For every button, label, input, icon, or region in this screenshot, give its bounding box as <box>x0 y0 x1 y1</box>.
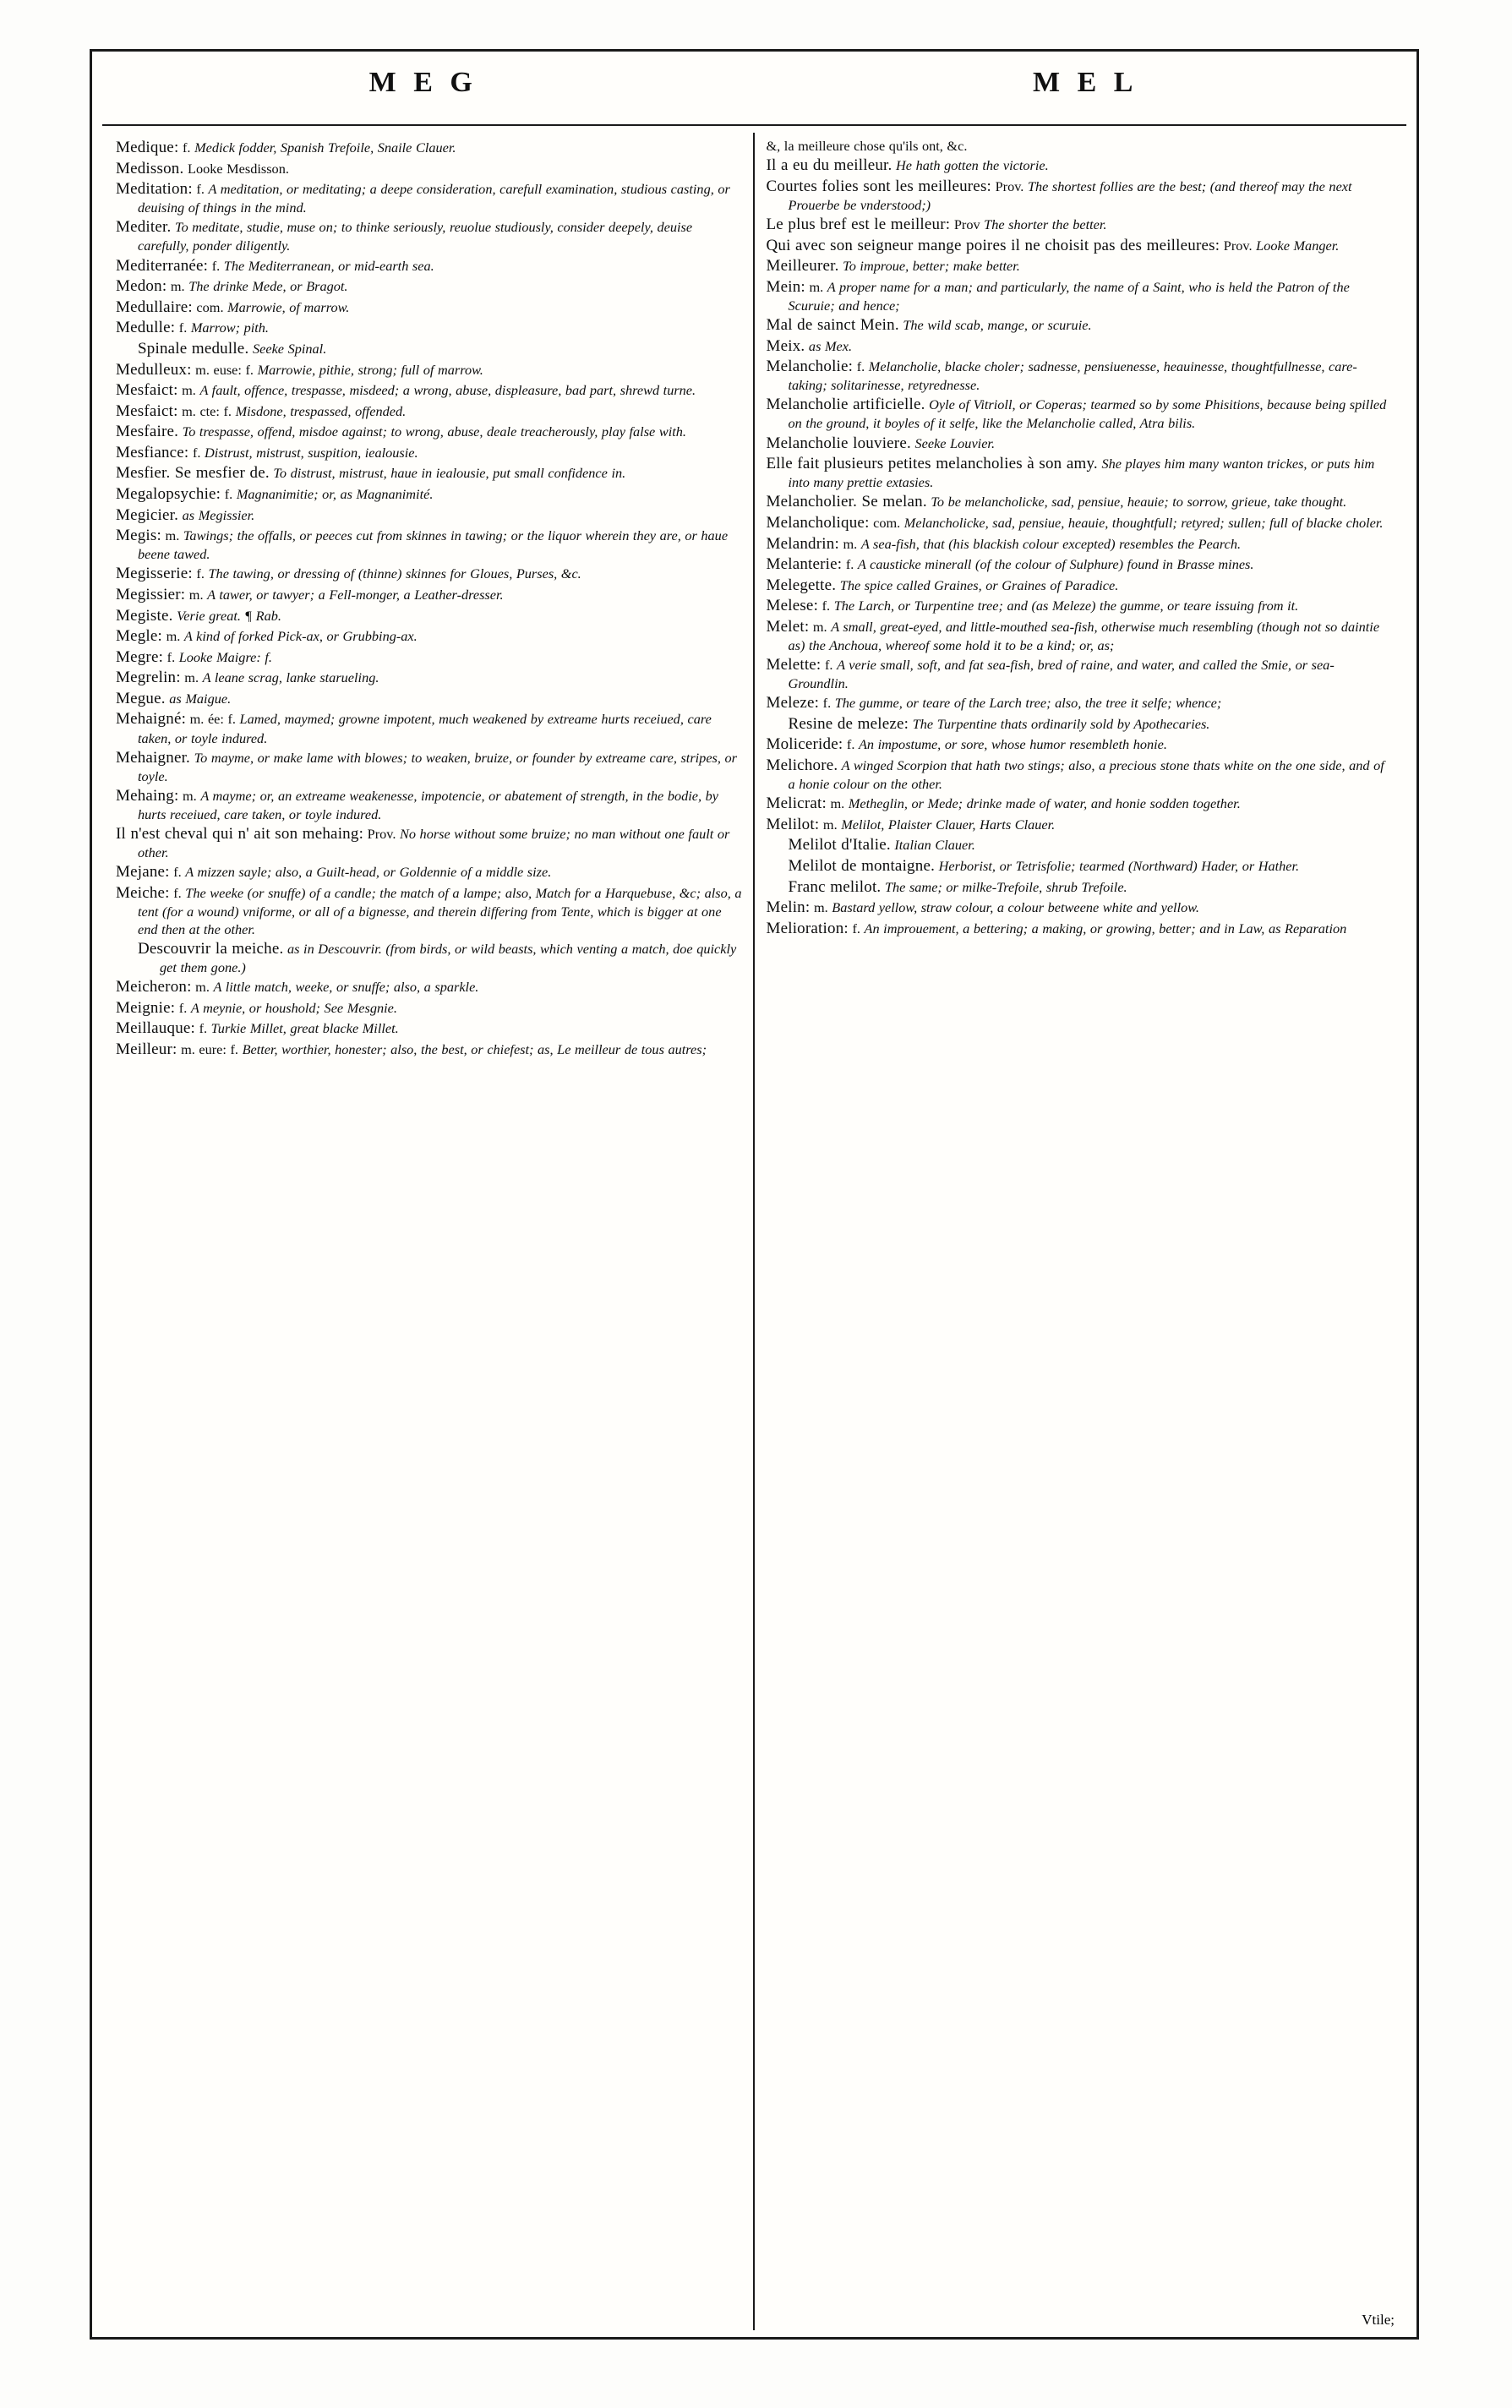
entry-grammar: f. <box>821 657 838 674</box>
entry-grammar: m. <box>819 816 842 833</box>
entry-headword: Mesfaict: <box>116 401 178 420</box>
dictionary-entry <box>116 422 743 442</box>
entry-definition: Medick fodder, Spanish Trefoile, Snaile Clauer. <box>194 139 456 156</box>
entry-grammar: f. <box>175 319 191 336</box>
dictionary-entry <box>767 815 1395 835</box>
dictionary-entry <box>767 794 1395 814</box>
dictionary-entry <box>767 215 1395 235</box>
entry-headword: Mehaigner. <box>116 748 191 767</box>
entry-headword: Melegette. <box>766 576 837 594</box>
dictionary-entry <box>116 977 743 997</box>
entry-grammar: f. <box>818 598 834 614</box>
entry-definition: The shorter the better. <box>984 216 1107 232</box>
entry-headword: Mein: <box>766 277 805 296</box>
entry-grammar: m. eure: f. <box>177 1040 243 1057</box>
dictionary-entry <box>767 357 1395 395</box>
entry-grammar: Prov. <box>1220 237 1257 254</box>
entry-headword: Meicheron: <box>116 978 192 997</box>
entry-definition: as in Descouvrir. (from birds, or wild beasts, which venting a match, doe quickly get them gone.) <box>160 940 737 975</box>
entry-definition: Marrowie, of marrow. <box>227 298 350 315</box>
dictionary-entry <box>767 576 1395 596</box>
entry-headword: Megis: <box>116 527 161 545</box>
entry-grammar: m. <box>185 586 208 603</box>
entry-headword: Melancholier. Se melan. <box>766 493 927 511</box>
dictionary-entry <box>116 1018 743 1039</box>
dictionary-entry <box>767 534 1395 554</box>
dictionary-entry <box>116 484 743 505</box>
dictionary-entry <box>116 298 743 318</box>
dictionary-entry <box>116 443 743 463</box>
entry-grammar: f. <box>169 884 186 901</box>
entry-headword: Megicier. <box>116 505 179 524</box>
dictionary-entry <box>116 564 743 584</box>
entry-grammar: m. ée: f. <box>186 711 240 728</box>
dictionary-entry <box>767 596 1395 616</box>
entry-headword: Descouvrir la meiche. <box>138 939 284 958</box>
entry-definition: Misdone, trespassed, offended. <box>235 402 407 419</box>
entry-headword: Medon: <box>116 277 167 296</box>
dictionary-entry <box>767 336 1395 357</box>
entry-headword: Mehaing: <box>116 786 179 805</box>
entry-grammar: f. <box>843 736 859 753</box>
entry-grammar: f. <box>163 648 179 665</box>
entry-headword: Meleze: <box>766 694 820 713</box>
entry-headword: Medulleux: <box>116 360 192 379</box>
entry-headword: Melancholie louviere. <box>766 434 911 452</box>
entry-definition: To meditate, studie, muse on; to thinke seriously, reuolue studiously, consider deepely, deuise carefully, ponder diligently. <box>138 219 693 254</box>
entry-headword: Resine de meleze: <box>788 714 909 733</box>
entry-grammar: f. <box>848 920 865 936</box>
entry-grammar: Prov. <box>991 177 1028 194</box>
entry-grammar: Prov <box>950 216 985 232</box>
entry-headword: Megrelin: <box>116 669 181 687</box>
entry-headword: Megisserie: <box>116 565 193 583</box>
dictionary-entry <box>116 463 743 483</box>
dictionary-entry <box>116 939 743 977</box>
entry-grammar: m. <box>809 618 832 635</box>
entry-headword: Meiche: <box>116 883 170 902</box>
entry-headword: Medulle: <box>116 319 176 337</box>
entry-headword: Moliceride: <box>766 735 843 754</box>
dictionary-entry <box>116 998 743 1018</box>
entry-headword: Melanterie: <box>766 555 843 574</box>
dictionary-entry <box>116 689 743 709</box>
entry-headword: Melancholique: <box>766 513 870 532</box>
entry-definition: The tawing, or dressing of (thinne) skinnes for Gloues, Purses, &c. <box>208 565 581 582</box>
entry-headword: Melancholie: <box>766 358 854 376</box>
header-rule <box>102 124 1406 126</box>
entry-definition: Italian Clauer. <box>890 837 975 854</box>
entry-headword: Mediterranée: <box>116 256 209 275</box>
entry-definition: Melancholicke, sad, pensiue, heauie, thoughtfull; retyred; sullen; full of blacke choler. <box>903 514 1384 531</box>
dictionary-entry <box>767 156 1395 176</box>
entry-definition: A leane scrag, lanke starueling. <box>202 669 379 686</box>
entry-definition: Verie great. ¶ Rab. <box>172 607 281 624</box>
dictionary-entry <box>116 709 743 747</box>
entry-definition: A winged Scorpion that hath two stings; also, a precious stone thats white on the one side, and of a honie colour on the other. <box>788 757 1384 793</box>
entry-headword: Franc melilot. <box>788 877 882 896</box>
dictionary-entry <box>767 434 1395 454</box>
left-text-column <box>104 133 755 2330</box>
entry-definition: Metheglin, or Mede; drinke made of water, and honie sodden together. <box>848 795 1241 812</box>
dictionary-entry <box>767 454 1395 492</box>
dictionary-entry <box>116 883 743 938</box>
entry-headword: Megiste. <box>116 606 173 625</box>
entry-definition: Magnanimitie; or, as Magnanimité. <box>236 485 434 502</box>
entry-grammar: m. <box>810 899 832 916</box>
entry-definition: A proper name for a man; and particularly, the name of a Saint, who is held the Patron of the Scuruie; and hence; <box>788 278 1350 314</box>
entry-grammar: m. <box>177 382 200 399</box>
entry-definition: Looke Maigre: f. <box>178 648 272 665</box>
entry-definition: The weeke (or snuffe) of a candle; the match of a lampe; also, Match for a Harquebuse, &c; also, a tent (for a wound) vniforme, or all of a bignesse, and therein differing from Tente, which is bigger at one end then at the other. <box>138 884 742 937</box>
entry-definition: The Mediterranean, or mid-earth sea. <box>223 257 434 274</box>
entry-grammar: m. <box>826 795 849 812</box>
entry-headword: Mehaigné: <box>116 710 187 729</box>
entry-headword: Melichore. <box>766 756 838 775</box>
dictionary-entry <box>767 256 1395 276</box>
entry-definition: Marrow; pith. <box>190 319 270 336</box>
entry-grammar: f. <box>853 358 869 375</box>
dictionary-entry <box>116 786 743 824</box>
entry-headword: Medisson. <box>116 159 184 177</box>
dictionary-entry <box>767 513 1395 533</box>
entry-definition: The drinke Mede, or Bragot. <box>188 278 348 295</box>
dictionary-entry <box>116 179 743 217</box>
entry-definition: A meditation, or meditating; a deepe consideration, carefull examination, studious casting, or deuising of things in the mind. <box>138 181 730 216</box>
entry-grammar: f. <box>221 485 237 502</box>
entry-definition: Seeke Louvier. <box>910 434 996 451</box>
entry-definition: A mayme; or, an extreame weakenesse, impotencie, or abatement of strength, in the bodie, by hurts receiued, care taken, or toyle indured. <box>138 787 719 822</box>
entry-definition: A small, great-eyed, and little-mouthed sea-fish, otherwise much resembling (though not so daintie as) the Anchoua, whereof some hold it to be a kind; or, as; <box>788 618 1380 653</box>
entry-grammar: m. cte: f. <box>177 402 236 419</box>
entry-headword: Meilleurer. <box>766 257 839 276</box>
dictionary-entry <box>767 835 1395 855</box>
entry-headword: Il a eu du meilleur. <box>766 156 892 175</box>
entry-grammar: f. <box>208 257 224 274</box>
dictionary-entry <box>767 395 1395 433</box>
entry-headword: Qui avec son seigneur mange poires il ne choisit pas des meilleures: <box>766 236 1220 254</box>
entry-definition: Turkie Millet, great blacke Millet. <box>210 1020 399 1037</box>
entry-definition: An impostume, or sore, whose humor resembleth honie. <box>858 736 1167 753</box>
entry-grammar: f. <box>178 139 195 156</box>
entry-definition: A mizzen sayle; also, a Guilt-head, or Goldennie of a middle size. <box>185 864 552 881</box>
entry-definition: Distrust, mistrust, suspition, iealousie. <box>205 444 418 461</box>
dictionary-entry <box>116 138 743 158</box>
dictionary-entry <box>767 714 1395 734</box>
entry-headword: Megue. <box>116 689 166 707</box>
dictionary-entry <box>767 856 1395 876</box>
entry-grammar: f. <box>188 444 205 461</box>
dictionary-entry <box>116 824 743 862</box>
entry-headword: Melilot d'Italie. <box>788 836 891 855</box>
entry-definition: Melancholie, blacke choler; sadnesse, pensiuenesse, heauinesse, thoughtfullnesse, care-taking; solitarinesse, retyrednesse. <box>788 358 1357 394</box>
dictionary-entry <box>116 401 743 422</box>
entry-headword: Melese: <box>766 597 819 615</box>
entry-headword: Mesfiance: <box>116 443 189 461</box>
entry-definition: A causticke minerall (of the colour of Sulphure) found in Brasse mines. <box>857 556 1254 573</box>
dictionary-entry <box>116 585 743 605</box>
entry-headword: Melette: <box>766 656 822 674</box>
entry-definition: To distrust, mistrust, haue in iealousie, put small confidence in. <box>269 465 626 482</box>
entry-definition: He hath gotten the victorie. <box>892 157 1049 174</box>
entry-headword: Melandrin: <box>766 534 839 553</box>
dictionary-entry <box>767 315 1395 336</box>
dictionary-entry <box>116 526 743 564</box>
entry-headword: Melet: <box>766 617 810 636</box>
dictionary-entry <box>767 898 1395 918</box>
right-text-column <box>755 133 1406 2330</box>
entry-headword: Mesfaict: <box>116 381 178 400</box>
entry-definition: The Turpentine thats ordinarily sold by Apothecaries. <box>909 715 1210 732</box>
dictionary-entry <box>767 617 1395 655</box>
catchword: Vtile; <box>1362 2312 1395 2328</box>
entry-definition: A meynie, or houshold; See Mesgnie. <box>190 999 397 1016</box>
entry-grammar: &, la meilleure chose qu'ils ont, &c. <box>766 138 968 154</box>
dictionary-entry <box>116 668 743 688</box>
entry-grammar: m. <box>166 278 189 295</box>
dictionary-entry <box>116 360 743 380</box>
entry-definition: She playes him many wanton trickes, or puts him into many prettie extasies. <box>788 456 1375 491</box>
entry-grammar: m. <box>162 628 184 645</box>
running-head-right: M E L <box>1033 67 1138 98</box>
dictionary-entry <box>767 693 1395 713</box>
entry-headword: Meix. <box>766 336 805 355</box>
entry-definition: To mayme, or make lame with blowes; to weaken, bruize, or founder by extreame care, stripes, or toyle. <box>138 749 738 784</box>
entry-definition: as Megissier. <box>178 506 255 523</box>
entry-definition: To be melancholicke, sad, pensiue, heauie; to sorrow, grieue, take thought. <box>926 494 1347 511</box>
dictionary-entry <box>767 756 1395 794</box>
dictionary-entry <box>767 919 1395 939</box>
entry-definition: as Maigue. <box>165 690 232 707</box>
entry-definition: A kind of forked Pick-ax, or Grubbing-ax. <box>183 628 418 645</box>
entry-definition: A sea-fish, that (his blackish colour excepted) resembles the Pearch. <box>860 535 1242 552</box>
entry-definition: Looke Manger. <box>1256 237 1340 254</box>
dictionary-entry <box>116 626 743 647</box>
dictionary-entry <box>116 380 743 401</box>
entry-headword: Meillauque: <box>116 1019 196 1038</box>
dictionary-entry <box>767 138 1395 156</box>
entry-definition: Bastard yellow, straw colour, a colour betweene white and yellow. <box>832 899 1199 916</box>
entry-grammar: f. <box>169 864 186 881</box>
dictionary-entry <box>767 655 1395 693</box>
dictionary-entry <box>116 339 743 359</box>
dictionary-entry <box>767 177 1395 215</box>
entry-definition: To trespasse, offend, misdoe against; to wrong, abuse, deale treacherously, play false with. <box>178 423 686 440</box>
entry-grammar: m. euse: f. <box>191 361 258 378</box>
entry-definition: Seeke Spinal. <box>248 340 327 357</box>
entry-grammar: m. <box>178 787 201 804</box>
entry-definition: as Mex. <box>805 337 853 354</box>
entry-headword: Melioration: <box>766 919 849 937</box>
entry-headword: Melin: <box>766 898 811 917</box>
entry-grammar: m. <box>191 979 214 996</box>
entry-definition: No horse without some bruize; no man without one fault or other. <box>138 826 730 861</box>
entry-definition: A fault, offence, trespasse, misdeed; a wrong, abuse, displeasure, bad part, shrewd turne. <box>199 382 696 399</box>
entry-grammar: f. <box>195 1020 211 1037</box>
entry-definition: Oyle of Vitrioll, or Coperas; tearmed so by some Phisitions, because being spilled on the ground, it boyles of it selfe, like the Melancholie called, Atra bilis. <box>788 396 1387 432</box>
dictionary-entry <box>116 159 743 179</box>
entry-headword: Spinale medulle. <box>138 339 249 358</box>
dictionary-entry <box>116 748 743 786</box>
entry-definition: A verie small, soft, and fat sea-fish, bred of raine, and water, and called the Smie, or sea-Groundlin. <box>788 657 1335 692</box>
entry-grammar: m. <box>161 527 183 544</box>
entry-definition: The shortest follies are the best; (and thereof may the next Prouerbe be vnderstood;) <box>788 177 1352 213</box>
entry-grammar: f. <box>819 695 835 712</box>
dictionary-entry <box>116 1040 743 1060</box>
dictionary-entry <box>116 276 743 297</box>
entry-definition: The same; or milke-Trefoile, shrub Trefoile. <box>881 878 1127 895</box>
dictionary-entry <box>767 734 1395 755</box>
entry-headword: Megle: <box>116 627 163 646</box>
entry-grammar: f. <box>175 999 191 1016</box>
entry-headword: Meilleur: <box>116 1040 177 1058</box>
entry-definition: A tawer, or tawyer; a Fell-monger, a Leather-dresser. <box>207 586 504 603</box>
entry-grammar: Prov. <box>363 826 400 843</box>
entry-headword: Meditation: <box>116 180 193 199</box>
entry-grammar: f. <box>842 556 858 573</box>
entry-headword: Il n'est cheval qui n' ait son mehaing: <box>116 825 364 844</box>
entry-grammar: Looke Mesdisson. <box>183 160 289 177</box>
entry-grammar: m. <box>805 278 827 295</box>
entry-headword: Mejane: <box>116 863 170 882</box>
entry-definition: Marrowie, pithie, strong; full of marrow. <box>257 361 483 378</box>
entry-definition: Lamed, maymed; growne impotent, much weakened by extreame hurts receiued, care taken, or toyle indured. <box>138 711 712 746</box>
entry-headword: Medullaire: <box>116 298 193 316</box>
entry-headword: Megre: <box>116 647 164 666</box>
entry-definition: A little match, weeke, or snuffe; also, a sparkle. <box>213 979 479 996</box>
entry-headword: Melancholie artificielle. <box>766 396 925 414</box>
dictionary-entry <box>767 236 1395 256</box>
entry-headword: Megalopsychie: <box>116 484 221 503</box>
running-head-left: M E G <box>368 67 478 98</box>
entry-headword: Melilot de montaigne. <box>788 857 936 876</box>
entry-definition: Tawings; the offalls, or peeces cut from skinnes in tawing; or the liquor wherein they are, or haue beene tawed. <box>138 527 729 563</box>
text-columns <box>104 133 1405 2330</box>
entry-grammar: m. <box>180 669 203 686</box>
entry-headword: Megissier: <box>116 585 186 603</box>
entry-definition: An improuement, a bettering; a making, or growing, better; and in Law, as Reparation <box>864 920 1347 936</box>
page-frame <box>90 49 1419 2340</box>
entry-definition: Better, worthier, honester; also, the best, or chiefest; as, Le meilleur de tous autres; <box>242 1040 707 1057</box>
entry-definition: The spice called Graines, or Graines of Paradice. <box>836 576 1119 593</box>
entry-headword: Melicrat: <box>766 794 827 813</box>
entry-definition: The Larch, or Turpentine tree; and (as Meleze) the gumme, or teare issuing from it. <box>833 598 1299 614</box>
entry-headword: Courtes folies sont les meilleures: <box>766 177 992 195</box>
dictionary-entry <box>116 647 743 668</box>
dictionary-entry <box>767 277 1395 315</box>
entry-grammar: com. <box>869 514 904 531</box>
entry-headword: Le plus bref est le meilleur: <box>766 215 951 233</box>
entry-definition: The wild scab, mange, or scuruie. <box>898 316 1092 333</box>
entry-headword: Mediter. <box>116 218 172 237</box>
dictionary-entry <box>116 606 743 626</box>
entry-headword: Elle fait plusieurs petites melancholies à son amy. <box>766 455 1098 473</box>
entry-grammar: f. <box>192 181 209 198</box>
entry-grammar: f. <box>192 565 209 582</box>
entry-headword: Mesfaire. <box>116 423 179 441</box>
dictionary-entry <box>116 217 743 255</box>
dictionary-entry <box>767 554 1395 575</box>
entry-headword: Meignie: <box>116 998 176 1017</box>
dictionary-entry <box>767 877 1395 898</box>
entry-grammar: m. <box>838 535 861 552</box>
dictionary-entry <box>767 492 1395 512</box>
entry-headword: Medique: <box>116 139 179 156</box>
entry-definition: The gumme, or teare of the Larch tree; also, the tree it selfe; whence; <box>834 695 1222 712</box>
running-head <box>92 67 1416 116</box>
dictionary-entry <box>116 862 743 882</box>
dictionary-entry <box>116 256 743 276</box>
entry-definition: To improue, better; make better. <box>838 258 1020 275</box>
dictionary-entry <box>116 318 743 338</box>
entry-definition: Melilot, Plaister Clauer, Harts Clauer. <box>841 816 1056 833</box>
entry-headword: Melilot: <box>766 815 820 833</box>
entry-definition: Herborist, or Tetrisfolie; tearmed (Northward) Hader, or Hather. <box>935 858 1300 875</box>
entry-headword: Mal de sainct Mein. <box>766 315 899 334</box>
entry-headword: Mesfier. Se mesfier de. <box>116 464 270 483</box>
dictionary-entry <box>116 505 743 526</box>
entry-grammar: com. <box>192 298 228 315</box>
